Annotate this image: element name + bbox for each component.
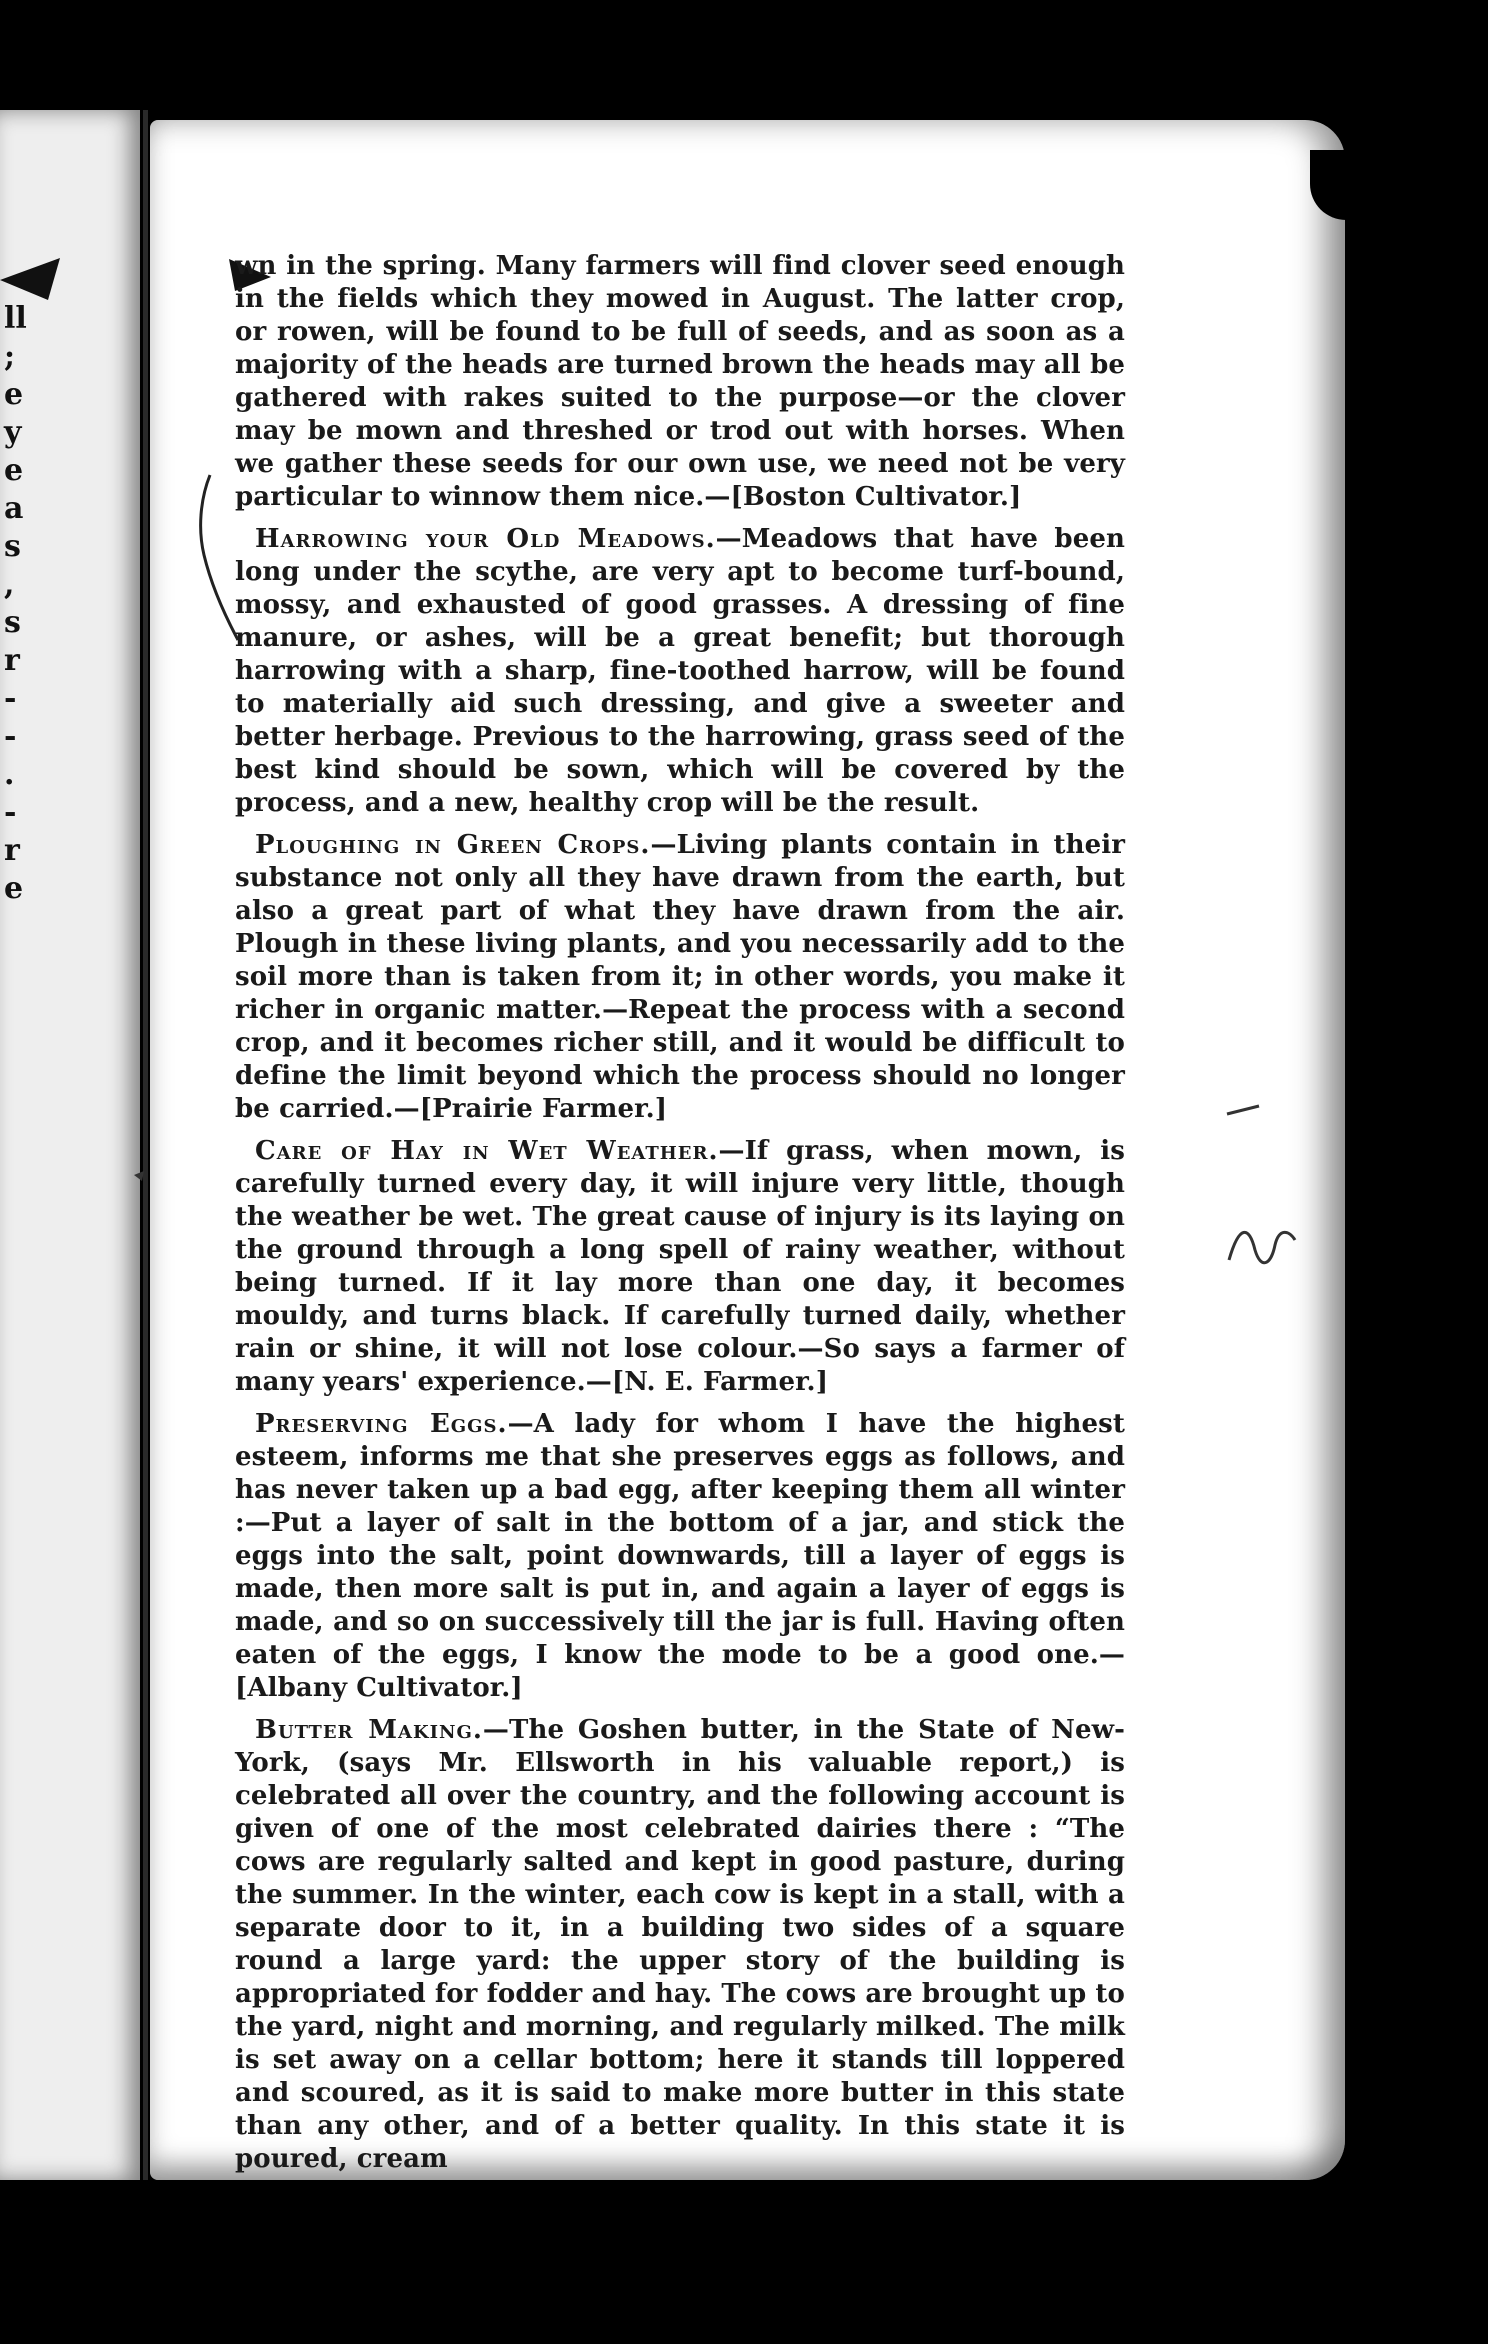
edge-char: ; <box>4 339 16 374</box>
edge-char: . <box>4 757 15 792</box>
paragraph-body: wn in the spring. Many farmers will find clover seed enough in the fields which they mowed in August. The latter crop, or rowen, will be found to be full of seeds, and as soon as a majority of the heads are turned brown the heads may all be gathered with rakes suited to the purpose—or the clover may be mown and threshed or trod out with horses. When we gather these seeds for our own use, we need not be very particular to winnow them nice.—[Boston Cultivator.] <box>235 251 1125 512</box>
edge-char: e <box>4 871 24 906</box>
paragraph-body: —A lady for whom I have the highest esteem, informs me that she preserves eggs as follows, and has never taken up a bad egg, after keeping them all winter :—Put a layer of salt in the bottom of a jar, and stick the eggs into the salt, point downwards, till a layer of eggs is made, then more salt is put in, and again a layer of eggs is made, and so on successively till the jar is full. Having often eaten of the eggs, I know the mode to be a good one.—[Albany Cultivator.] <box>235 1409 1125 1703</box>
edge-char: , <box>4 567 15 602</box>
facing-page-text-fragments <box>4 300 44 908</box>
edge-char: r <box>4 833 20 868</box>
edge-char: - <box>4 719 17 754</box>
edge-char: a <box>4 491 24 526</box>
paragraph <box>235 1408 1125 1705</box>
edge-char: - <box>4 795 17 830</box>
edge-char: s <box>4 605 21 640</box>
paragraph-body: —If grass, when mown, is carefully turned every day, it will injure very little, though the weather be wet. The great cause of injury is its laying on the ground through a long spell of rainy weather, without being turned. If it lay more than one day, it becomes mouldy, and turns black. If carefully turned daily, whether rain or shine, it will not lose colour.—So says a farmer of many years' experience.—[N. E. Farmer.] <box>235 1136 1125 1397</box>
edge-char: r <box>4 643 20 678</box>
facing-page-edge <box>0 110 140 2180</box>
paragraph-heading: Ploughing in Green Crops. <box>255 830 651 860</box>
paragraph-heading: Care of Hay in Wet Weather. <box>255 1136 719 1166</box>
paragraph-body: —The Goshen butter, in the State of New-York, (says Mr. Ellsworth in his valuable report,) is celebrated all over the country, and the following account is given of one of the most celebrated dairies there : “The cows are regularly salted and kept in good pasture, during the summer. In the winter, each cow is kept in a stall, with a separate door to it, in a building two sides of a square round a large yard: the upper story of the building is appropriated for fodder and hay. The cows are brought up to the yard, night and morning, and regularly milked. The milk is set away on a cellar bottom; here it stands till loppered and scoured, as it is said to make more butter in this state than any other, and of a better quality. In this state it is poured, cream <box>235 1715 1125 2174</box>
paragraph-heading: Butter Making. <box>255 1715 483 1745</box>
pencil-dash-icon <box>1225 1100 1265 1120</box>
pencil-squiggle-icon <box>1225 1220 1305 1270</box>
edge-char: e <box>4 453 24 488</box>
edge-char: ll <box>4 301 27 336</box>
edge-char: - <box>4 681 17 716</box>
edge-char: e <box>4 377 24 412</box>
edge-char: s <box>4 529 21 564</box>
paragraph-body: —Living plants contain in their substance not only all they have drawn from the earth, but also a great part of what they have drawn from the air. Plough in these living plants, and you necessarily add to the soil more than is taken from it; in other words, you make it richer in organic matter.—Repeat the process with a second crop, and it becomes richer still, and it would be difficult to define the limit beyond which the process should no longer be carried.—[Prairie Farmer.] <box>235 830 1125 1124</box>
article-text <box>235 250 1125 2185</box>
paragraph <box>235 250 1125 514</box>
edge-char: y <box>4 415 22 450</box>
paragraph-body: —Meadows that have been long under the scythe, are very apt to become turf-bound, mossy, and exhausted of good grasses. A dressing of fine manure, or ashes, will be a great benefit; but thorough harrowing with a sharp, fine-toothed harrow, will be found to materially aid such dressing, and give a sweeter and better herbage. Previous to the harrowing, grass seed of the best kind should be sown, which will be covered by the process, and a new, healthy crop will be the result. <box>235 524 1125 818</box>
paragraph <box>235 1135 1125 1399</box>
pencil-dot-icon <box>130 1165 150 1185</box>
paragraph <box>235 1714 1125 2176</box>
arrow-mark-icon <box>0 250 70 310</box>
paragraph <box>235 523 1125 820</box>
gutter-rule <box>143 110 148 2180</box>
paragraph <box>235 829 1125 1126</box>
paragraph-heading: Harrowing your Old Meadows. <box>255 524 716 554</box>
paragraph-heading: Preserving Eggs. <box>255 1409 508 1439</box>
